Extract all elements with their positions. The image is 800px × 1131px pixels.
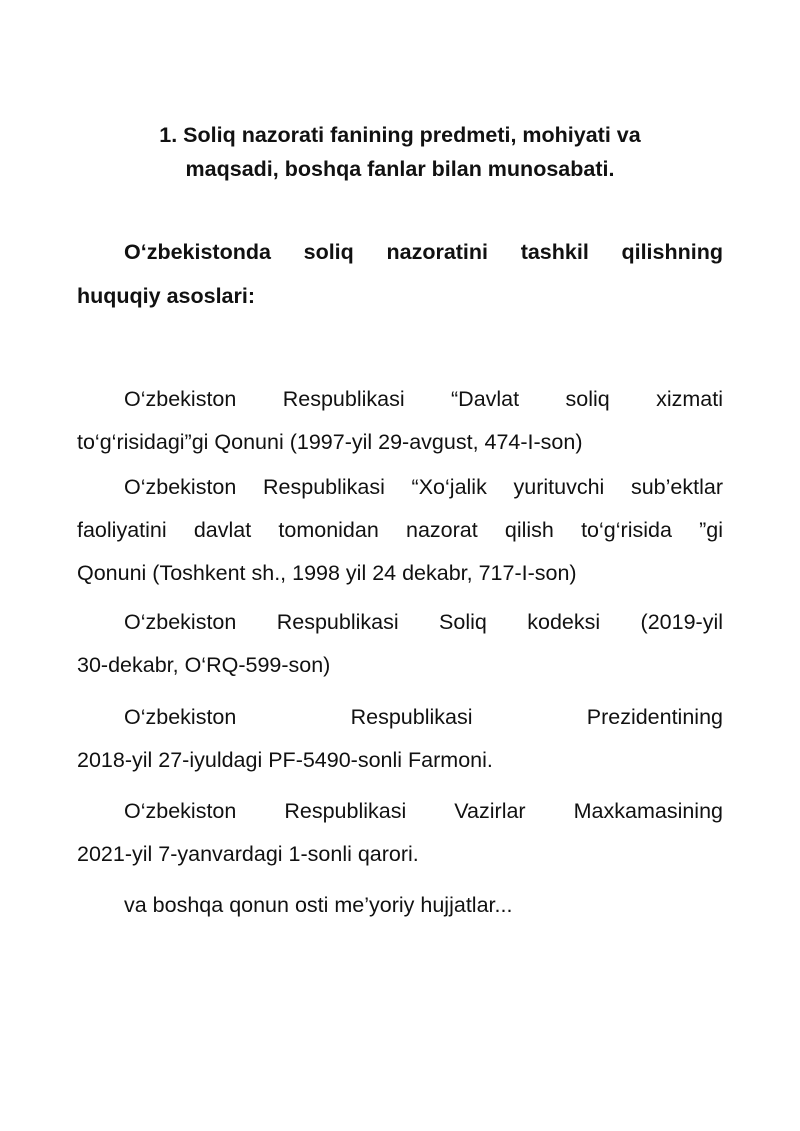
list-item-line: O‘zbekiston Respublikasi Soliq kodeksi (2019-yil [124,610,723,634]
page-title-line-2: maqsadi, boshqa fanlar bilan munosabati. [185,157,615,181]
list-item [77,378,723,464]
section-heading [77,230,723,318]
section-heading-line-1: O‘zbekistonda soliq nazoratini tashkil qilishning [124,240,723,264]
list-item-line: Qonuni (Toshkent sh., 1998 yil 24 dekabr, 717-I-son) [77,561,577,585]
list-item-line: 2018-yil 27-iyuldagi PF-5490-sonli Farmoni. [77,748,493,772]
list-item [77,466,723,595]
list-item [77,696,723,782]
section-heading-line-2: huquqiy asoslari: [77,284,256,308]
list-item [77,790,723,876]
list-item-line: to‘g‘risidagi”gi Qonuni (1997-yil 29-avgust, 474-I-son) [77,430,583,454]
list-item [77,601,723,687]
list-item-line: O‘zbekiston Respublikasi “Davlat soliq xizmati [124,387,723,411]
list-item-line: 2021-yil 7-yanvardagi 1-sonli qarori. [77,842,419,866]
list-item-line: faoliyatini davlat tomonidan nazorat qilish to‘g‘risida ”gi [77,518,723,542]
page-title-line-1: 1. Soliq nazorati fanining predmeti, mohiyati va [159,123,641,147]
list-item-line: O‘zbekiston Respublikasi “Xo‘jalik yurituvchi sub’ektlar [124,475,723,499]
list-item-line: O‘zbekiston Respublikasi Vazirlar Maxkamasining [124,799,723,823]
page-title [100,118,700,186]
list-item [77,884,723,927]
list-item-line: va boshqa qonun osti me’yoriy hujjatlar... [124,893,513,917]
list-item-line: 30-dekabr, O‘RQ-599-son) [77,653,331,677]
list-item-line: O‘zbekiston Respublikasi Prezidentining [124,705,723,729]
